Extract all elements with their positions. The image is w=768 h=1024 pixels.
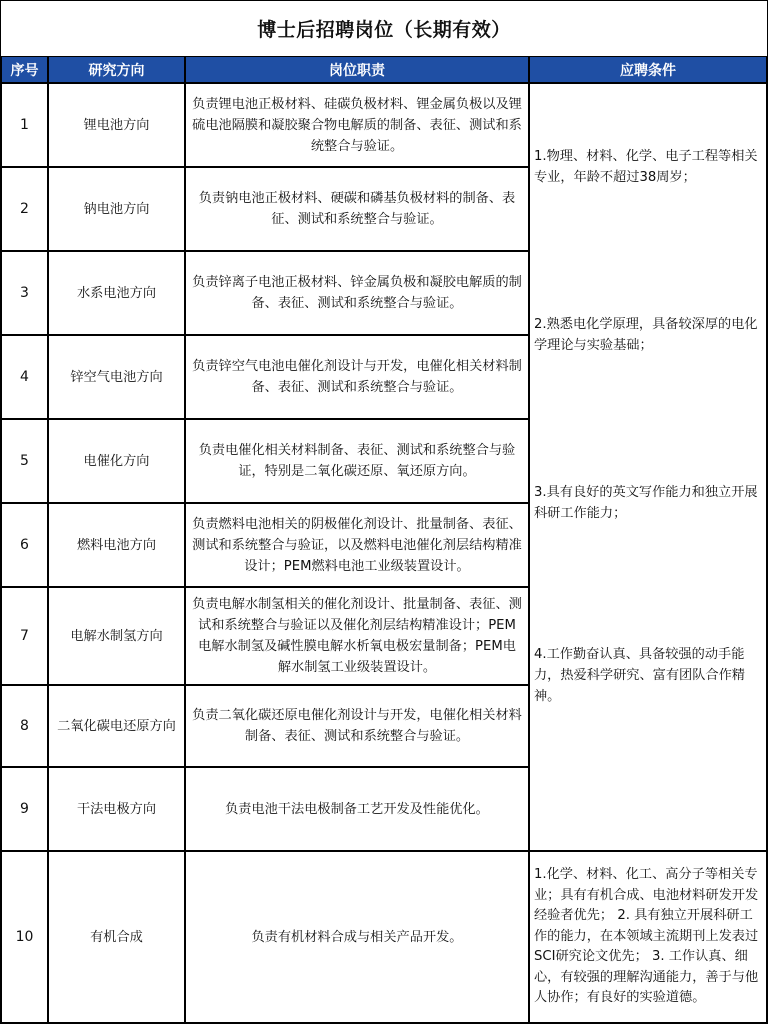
row-7-duties	[185, 587, 529, 685]
row-2-direction: 钠电池方向	[48, 167, 185, 251]
row-7-index: 7	[1, 587, 48, 685]
row-4-duties	[185, 335, 529, 419]
row-6-direction: 燃料电池方向	[48, 503, 185, 587]
row-3-index: 3	[1, 251, 48, 335]
row-10-requirements-text: 1.化学、材料、化工、高分子等相关专业；具有有机合成、电池材料研发开发经验者优先； 2. 具有独立开展科研工作的能力，在本领域主流期刊上发表过SCI研究论文优先； 3. 工作认真、细心，有较强的理解沟通能力，善于与他人协作；有良好的实验道德。	[534, 867, 759, 1006]
row-5-direction: 电催化方向	[48, 419, 185, 503]
row-1-duties	[185, 83, 529, 167]
header-index: 序号	[1, 56, 48, 83]
row-9-duties-text: 负责电池干法电极制备工艺开发及性能优化。	[225, 801, 489, 817]
row-8-index: 8	[1, 685, 48, 767]
row-1-direction: 锂电池方向	[48, 83, 185, 167]
requirement-2: 2.熟悉电化学原理，具备较深厚的电化学理论与实验基础；	[534, 317, 758, 353]
row-3-duties	[185, 251, 529, 335]
row-10-requirements	[529, 851, 767, 1023]
row-7-direction: 电解水制氢方向	[48, 587, 185, 685]
row-4-duties-text: 负责锌空气电池电催化剂设计与开发，电催化相关材料制备、表征、测试和系统整合与验证。	[192, 359, 522, 395]
requirement-3: 3.具有良好的英文写作能力和独立开展科研工作能力；	[534, 485, 758, 521]
row-7-duties-text: 负责电解水制氢相关的催化剂设计、批量制备、表征、测试和系统整合与验证以及催化剂层结构精准设计；PEM电解水制氢及碱性膜电解水析氧电极宏量制备；PEM电解水制氢工业级装置设计。	[192, 597, 522, 675]
requirement-1: 1.物理、材料、化学、电子工程等相关专业，年龄不超过38周岁；	[534, 149, 758, 185]
shared-requirements	[529, 83, 767, 851]
row-5-index: 5	[1, 419, 48, 503]
table-title: 博士后招聘岗位（长期有效）	[257, 19, 511, 41]
row-3-direction: 水系电池方向	[48, 251, 185, 335]
header-requirements: 应聘条件	[529, 56, 767, 83]
requirement-4: 4.工作勤奋认真、具备较强的动手能力，热爱科学研究、富有团队合作精神。	[534, 647, 745, 704]
row-4-index: 4	[1, 335, 48, 419]
row-2-duties	[185, 167, 529, 251]
row-5-duties-text: 负责电催化相关材料制备、表征、测试和系统整合与验证，特别是二氧化碳还原、氧还原方向。	[198, 443, 516, 479]
row-1-duties-text: 负责锂电池正极材料、硅碳负极材料、锂金属负极以及锂硫电池隔膜和凝胶聚合物电解质的制备、表征、测试和系统整合与验证。	[192, 96, 522, 154]
row-10-duties	[185, 851, 529, 1023]
row-6-duties	[185, 503, 529, 587]
header-duties: 岗位职责	[185, 56, 529, 83]
row-9-index: 9	[1, 767, 48, 851]
row-5-duties	[185, 419, 529, 503]
row-2-index: 2	[1, 167, 48, 251]
row-10-duties-text: 负责有机材料合成与相关产品开发。	[251, 929, 463, 945]
row-10-index: 10	[1, 851, 48, 1023]
row-3-duties-text: 负责锌离子电池正极材料、锌金属负极和凝胶电解质的制备、表征、测试和系统整合与验证。	[192, 275, 522, 311]
row-6-duties-text: 负责燃料电池相关的阴极催化剂设计、批量制备、表征、测试和系统整合与验证，以及燃料电池催化剂层结构精准设计；PEM燃料电池工业级装置设计。	[192, 516, 522, 574]
row-10-direction: 有机合成	[48, 851, 185, 1023]
row-1-index: 1	[1, 83, 48, 167]
row-4-direction: 锌空气电池方向	[48, 335, 185, 419]
row-8-duties-text: 负责二氧化碳还原电催化剂设计与开发，电催化相关材料制备、表征、测试和系统整合与验证。	[192, 708, 522, 744]
row-8-direction: 二氧化碳电还原方向	[48, 685, 185, 767]
row-9-duties	[185, 767, 529, 851]
row-2-duties-text: 负责钠电池正极材料、硬碳和磷基负极材料的制备、表征、测试和系统整合与验证。	[198, 191, 516, 227]
row-8-duties	[185, 685, 529, 767]
row-6-index: 6	[1, 503, 48, 587]
row-9-direction: 干法电极方向	[48, 767, 185, 851]
header-direction: 研究方向	[48, 56, 185, 83]
